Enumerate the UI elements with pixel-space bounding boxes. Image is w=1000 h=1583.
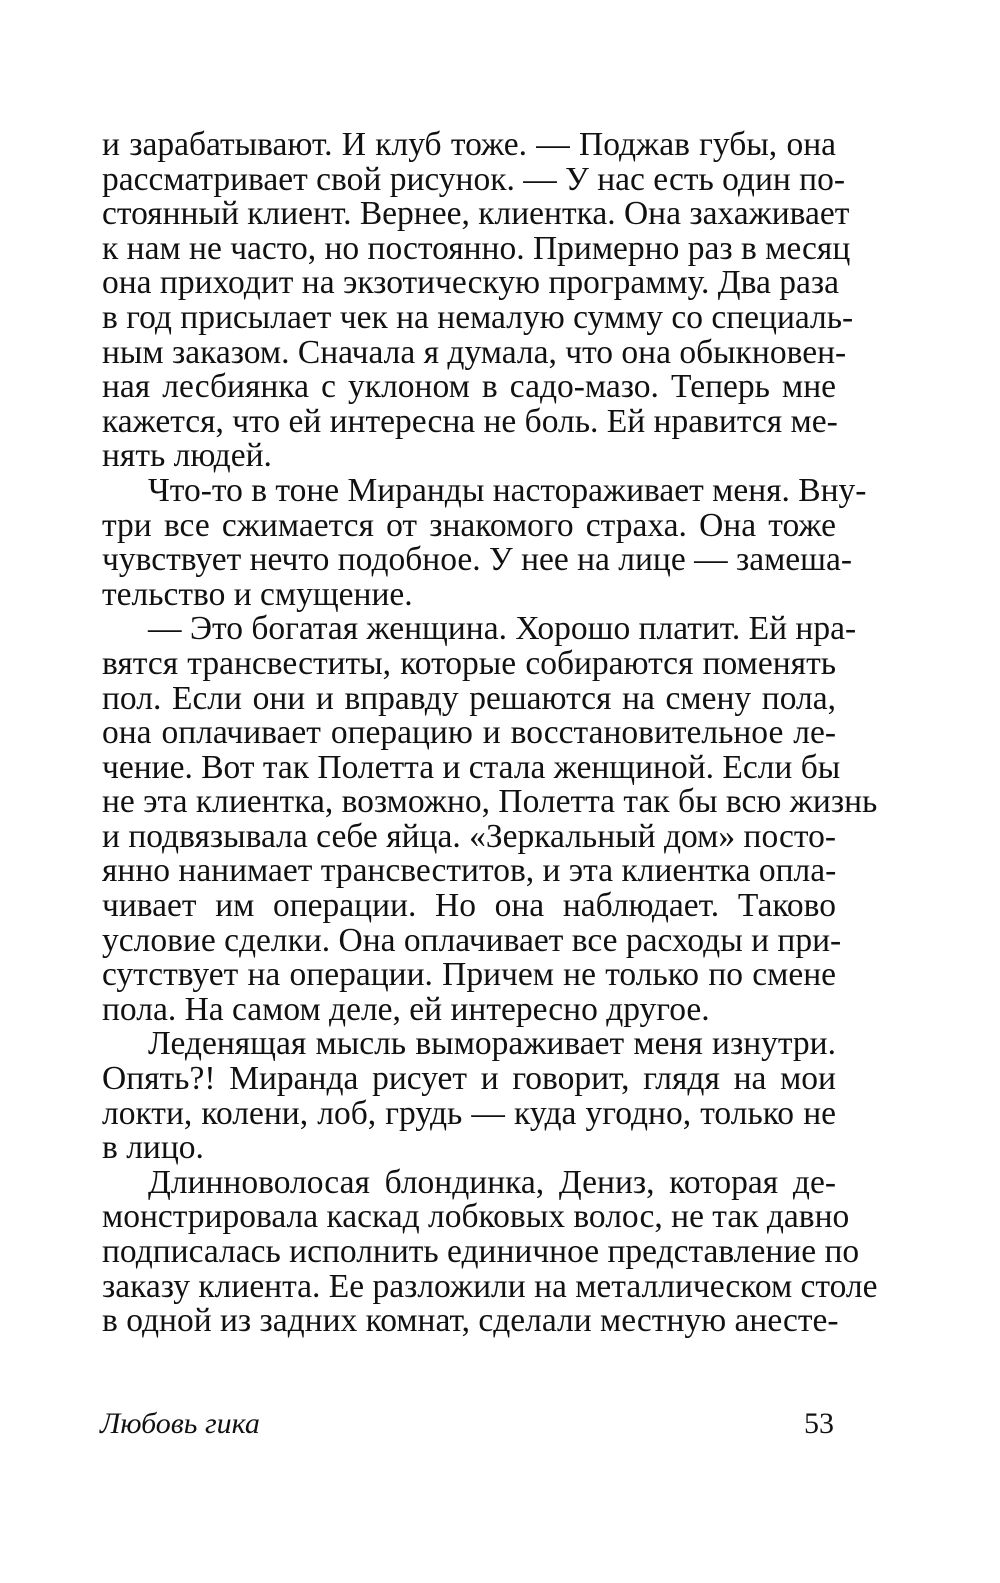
text-line: три все сжимается от знакомого страха. Она тоже: [102, 506, 836, 544]
text-line: монстрировала каскад лобковых волос, не так давно: [102, 1198, 850, 1236]
text-line: к нам не часто, но постоянно. Примерно раз в месяц: [102, 229, 851, 267]
text-line: чувствует нечто подобное. У нее на лице — замеша-: [102, 541, 852, 579]
text-line: Длинноволосая блондинка, Дениз, которая де-: [148, 1163, 836, 1201]
text-line: Опять?! Миранда рисует и говорит, глядя на мои: [102, 1060, 836, 1098]
body-text: [102, 126, 878, 1340]
text-line: чение. Вот так Полетта и стала женщиной. Если бы: [102, 748, 841, 786]
text-line: подписалась исполнить единичное представление по: [102, 1233, 860, 1270]
page-footer: [100, 1402, 834, 1446]
page-number: 53: [804, 1407, 834, 1440]
text-line: и зарабатывают. И клуб тоже. — Поджав губы, она: [102, 126, 836, 163]
text-line: в лицо.: [102, 1129, 204, 1167]
text-line: сутствует на операции. Причем не только по смене: [102, 956, 836, 994]
text-line: она приходит на экзотическую программу. Два раза: [102, 264, 839, 302]
running-title: Любовь гика: [100, 1407, 260, 1440]
text-line: стоянный клиент. Вернее, клиентка. Она захаживает: [102, 195, 850, 233]
text-line: ным заказом. Сначала я думала, что она обыкновен-: [102, 333, 847, 371]
text-line: пол. Если они и вправду решаются на смену пола,: [102, 679, 836, 717]
text-line: пола. На самом деле, ей интересно другое.: [102, 990, 710, 1028]
text-line: вятся трансвеститы, которые собираются поменять: [102, 644, 836, 682]
text-line: чивает им операции. Но она наблюдает. Таково: [102, 887, 836, 925]
text-line: Что-то в тоне Миранды настораживает меня. Вну-: [148, 471, 867, 509]
text-line: в год присылает чек на немалую сумму со специаль-: [102, 298, 854, 336]
text-line: она оплачивает операцию и восстановительное ле-: [102, 714, 836, 752]
text-line: — Это богатая женщина. Хорошо платит. Ей нра-: [148, 610, 857, 648]
text-line: янно нанимает трансвеститов, и эта клиентка опла-: [102, 852, 837, 890]
text-line: заказу клиента. Ее разложили на металлическом столе: [102, 1267, 878, 1305]
text-line: Леденящая мысль выморaживает меня изнутри.: [148, 1025, 836, 1063]
text-line: локти, колени, лоб, грудь — куда угодно, только не: [102, 1094, 836, 1132]
text-line: кажется, что ей интересна не боль. Ей нравится ме-: [102, 402, 838, 440]
text-line: в одной из задних комнат, сделали местную анесте-: [102, 1302, 839, 1340]
text-line: рассматривает свой рисунок. — У нас есть один по-: [102, 160, 846, 198]
text-line: и подвязывала себе яйца. «Зеркальный дом» посто-: [102, 817, 836, 855]
text-line: тельство и смущение.: [102, 575, 413, 613]
text-line: нять людей.: [102, 437, 272, 475]
text-line: условие сделки. Она оплачивает все расходы и при-: [102, 921, 842, 959]
text-line: не эта клиентка, возможно, Полетта так бы всю жизнь: [102, 783, 878, 821]
text-line: ная лесбиянка с уклоном в садо-мазо. Теперь мне: [102, 368, 836, 406]
